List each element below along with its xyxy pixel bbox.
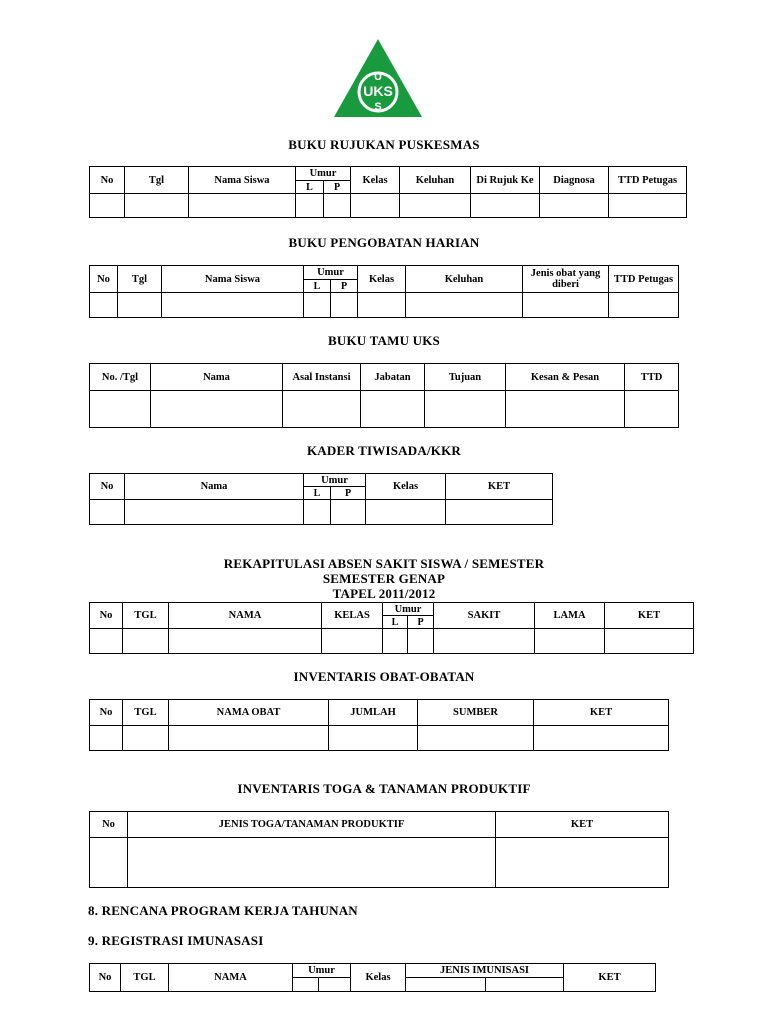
header-lama: LAMA: [535, 603, 605, 629]
header-no: No: [90, 964, 121, 992]
table-row: [90, 391, 679, 428]
header-ttd-petugas: TTD Petugas: [609, 167, 687, 194]
cell-l: [383, 629, 408, 654]
header-diagnosa: Diagnosa: [540, 167, 609, 194]
header-l: L: [304, 487, 331, 500]
header-p: P: [331, 487, 366, 500]
header-ttd: TTD: [625, 364, 679, 391]
header-no: No: [90, 812, 128, 838]
cell-kesan-pesan: [506, 391, 625, 428]
header-kelas: Kelas: [358, 266, 406, 293]
header-p: P: [408, 616, 434, 629]
header-tgl: Tgl: [125, 167, 189, 194]
header-keluhan: Keluhan: [400, 167, 471, 194]
header-ket: KET: [534, 700, 669, 726]
table-row: [90, 293, 679, 318]
header-ket: KET: [446, 474, 553, 500]
cell-jenis-toga: [128, 838, 496, 888]
header-nama-obat: NAMA OBAT: [169, 700, 329, 726]
cell-asal-instansi: [283, 391, 361, 428]
header-p: P: [324, 181, 351, 194]
cell-no: [90, 726, 123, 751]
cell-no: [90, 293, 118, 318]
table-row: [90, 726, 669, 751]
cell-no: [90, 838, 128, 888]
cell-keluhan: [400, 194, 471, 218]
cell-no: [90, 500, 125, 525]
header-no: No: [90, 474, 125, 500]
header-sakit: SAKIT: [434, 603, 535, 629]
section-title-toga: INVENTARIS TOGA & TANAMAN PRODUKTIF: [237, 781, 531, 796]
header-kelas: Kelas: [351, 167, 400, 194]
logo-letter-top: U: [374, 71, 382, 83]
section-subtitle-tapel: TAPEL 2011/2012: [332, 586, 436, 601]
header-tgl: TGL: [121, 964, 169, 992]
cell-diagnosa: [540, 194, 609, 218]
cell-no: [90, 629, 123, 654]
toga-table: [89, 811, 669, 888]
cell-tujuan: [425, 391, 506, 428]
header-nama-siswa: Nama Siswa: [162, 266, 304, 293]
header-no: No: [90, 700, 123, 726]
cell-nama-siswa: [162, 293, 304, 318]
cell-ket: [605, 629, 694, 654]
header-kelas: Kelas: [351, 964, 406, 992]
tamu-table: [89, 363, 679, 428]
cell-nama: [169, 629, 322, 654]
cell-l: [296, 194, 324, 218]
header-jumlah: JUMLAH: [329, 700, 418, 726]
section-title-pengobatan: BUKU PENGOBATAN HARIAN: [288, 235, 480, 250]
cell-kelas: [351, 194, 400, 218]
header-tgl: TGL: [123, 700, 169, 726]
cell-p: [331, 293, 358, 318]
cell-tgl: [123, 629, 169, 654]
header-nama: NAMA: [169, 603, 322, 629]
header-nama: Nama: [125, 474, 304, 500]
cell-kelas: [366, 500, 446, 525]
table-row: [90, 194, 687, 218]
header-imunisasi-sub-1: [406, 978, 486, 992]
cell-p: [408, 629, 434, 654]
rujukan-table: [89, 166, 687, 218]
rekap-table: [89, 602, 694, 654]
header-umur: Umur: [293, 964, 351, 978]
cell-ttd: [625, 391, 679, 428]
header-nama-siswa: Nama Siswa: [189, 167, 296, 194]
header-umur-sub-2: [319, 978, 351, 992]
cell-nama: [151, 391, 283, 428]
header-sumber: SUMBER: [418, 700, 534, 726]
header-no: No: [90, 603, 123, 629]
header-dirujuk: Di Rujuk Ke: [471, 167, 540, 194]
header-l: L: [304, 280, 331, 293]
header-l: L: [296, 181, 324, 194]
cell-nama-siswa: [189, 194, 296, 218]
table-row: [90, 629, 694, 654]
cell-sumber: [418, 726, 534, 751]
cell-keluhan: [406, 293, 523, 318]
cell-no-tgl: [90, 391, 151, 428]
header-umur: Umur: [304, 266, 358, 280]
header-jenis-imunisasi: JENIS IMUNISASI: [406, 964, 564, 978]
cell-l: [304, 293, 331, 318]
header-jabatan: Jabatan: [361, 364, 425, 391]
header-tgl: Tgl: [118, 266, 162, 293]
cell-jumlah: [329, 726, 418, 751]
logo-letter-mid: UKS: [363, 83, 393, 99]
section-title-imunisasi: 9. REGISTRASI IMUNASASI: [88, 933, 264, 948]
cell-l: [304, 500, 331, 525]
pengobatan-table: [89, 265, 679, 318]
header-no-tgl: No. /Tgl: [90, 364, 151, 391]
cell-dirujuk: [471, 194, 540, 218]
imunisasi-table: [89, 963, 656, 992]
logo-letter-bot: S: [374, 101, 382, 113]
section-title-rekap: REKAPITULASI ABSEN SAKIT SISWA / SEMESTER: [223, 556, 545, 571]
cell-ket: [534, 726, 669, 751]
header-l: L: [383, 616, 408, 629]
cell-nama: [125, 500, 304, 525]
cell-jabatan: [361, 391, 425, 428]
uks-logo-icon: [333, 38, 423, 118]
header-nama: NAMA: [169, 964, 293, 992]
cell-tgl: [125, 194, 189, 218]
header-ttd-petugas: TTD Petugas: [609, 266, 679, 293]
header-umur: Umur: [304, 474, 366, 487]
cell-ttd-petugas: [609, 194, 687, 218]
header-kelas: KELAS: [322, 603, 383, 629]
table-row: [90, 500, 553, 525]
header-kesan-pesan: Kesan & Pesan: [506, 364, 625, 391]
header-nama: Nama: [151, 364, 283, 391]
section-title-rujukan: BUKU RUJUKAN PUSKESMAS: [288, 137, 480, 152]
section-title-tamu: BUKU TAMU UKS: [328, 333, 440, 348]
section-title-kader: KADER TIWISADA/KKR: [307, 443, 461, 458]
cell-p: [324, 194, 351, 218]
cell-kelas: [322, 629, 383, 654]
header-umur: Umur: [383, 603, 434, 616]
cell-kelas: [358, 293, 406, 318]
header-tgl: TGL: [123, 603, 169, 629]
cell-p: [331, 500, 366, 525]
header-jenis-obat: Jenis obat yang diberi: [523, 266, 609, 293]
obat-table: [89, 699, 669, 751]
header-umur: Umur: [296, 167, 351, 181]
header-umur-sub-1: [293, 978, 319, 992]
cell-lama: [535, 629, 605, 654]
kader-table: [89, 473, 553, 525]
cell-tgl: [118, 293, 162, 318]
section-subtitle-semester: SEMESTER GENAP: [322, 571, 446, 586]
header-ket: KET: [496, 812, 669, 838]
header-p: P: [331, 280, 358, 293]
header-ket: KET: [605, 603, 694, 629]
header-imunisasi-sub-2: [486, 978, 564, 992]
header-jenis-toga: JENIS TOGA/TANAMAN PRODUKTIF: [128, 812, 496, 838]
cell-tgl: [123, 726, 169, 751]
cell-jenis-obat: [523, 293, 609, 318]
table-row: [90, 838, 669, 888]
header-ket: KET: [564, 964, 656, 992]
header-no: No: [90, 167, 125, 194]
cell-sakit: [434, 629, 535, 654]
header-kelas: Kelas: [366, 474, 446, 500]
header-no: No: [90, 266, 118, 293]
cell-nama-obat: [169, 726, 329, 751]
header-keluhan: Keluhan: [406, 266, 523, 293]
cell-ket: [496, 838, 669, 888]
section-title-rencana: 8. RENCANA PROGRAM KERJA TAHUNAN: [88, 903, 358, 918]
header-tujuan: Tujuan: [425, 364, 506, 391]
cell-ttd-petugas: [609, 293, 679, 318]
cell-no: [90, 194, 125, 218]
cell-ket: [446, 500, 553, 525]
header-asal-instansi: Asal Instansi: [283, 364, 361, 391]
section-title-obat: INVENTARIS OBAT-OBATAN: [293, 669, 475, 684]
